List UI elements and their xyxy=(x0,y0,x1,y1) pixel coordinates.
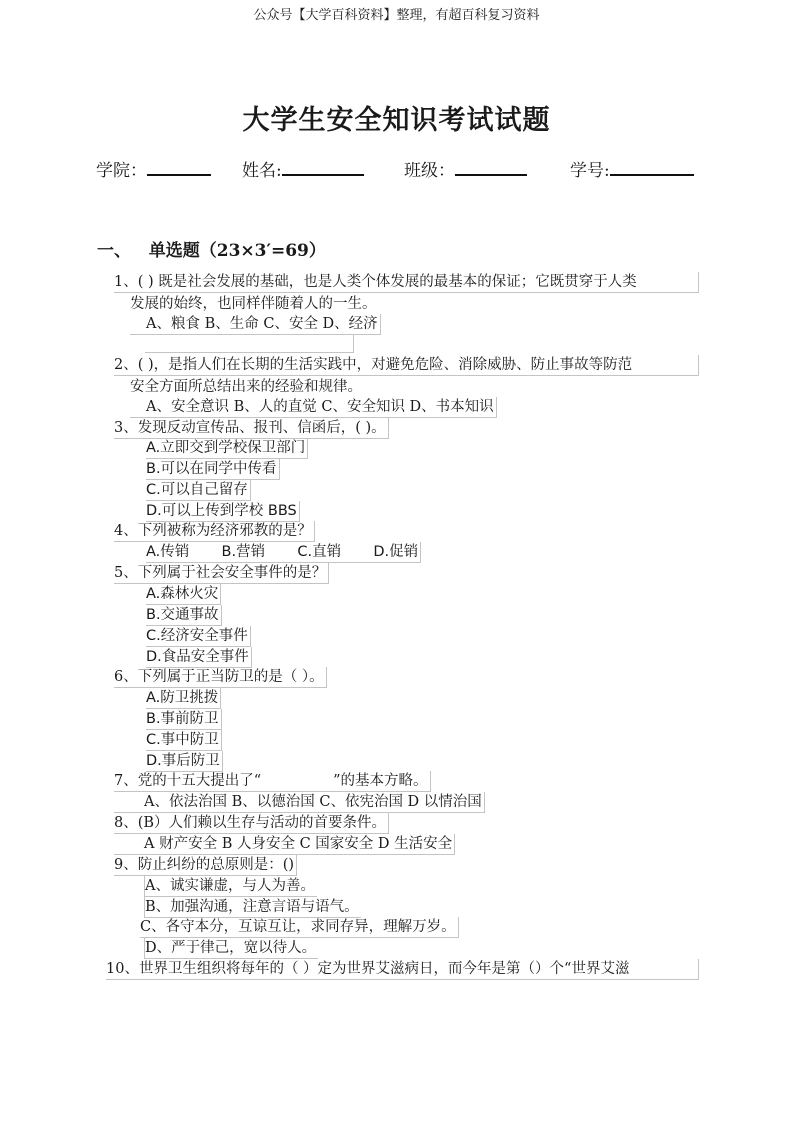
question-3-stem: 3、发现反动宣传品、报刊、信函后，( )。 xyxy=(114,418,389,439)
question-7-stem-post: ”的基本方略。 xyxy=(333,773,428,789)
question-1-stem-line1: 1、( ) 既是社会发展的基础，也是人类个体发展的最基本的保证；它既贯穿于人类 xyxy=(114,272,699,293)
question-3-option-b: B.可以在同学中传看 xyxy=(146,459,280,480)
college-blank xyxy=(147,159,211,176)
question-3-option-a: A.立即交到学校保卫部门 xyxy=(146,438,308,459)
question-9-option-d: D、严于律己，宽以待人。 xyxy=(144,938,318,959)
question-5-stem: 5、下列属于社会安全事件的是？ xyxy=(114,563,329,584)
question-1-stem-line2: 发展的始终，也同样伴随着人的一生。 xyxy=(130,296,377,312)
question-4-stem: 4、下列被称为经济邪教的是？ xyxy=(114,521,315,542)
name-field xyxy=(242,156,364,181)
question-6-option-b: B.事前防卫 xyxy=(146,709,222,730)
class-field xyxy=(404,156,527,181)
question-7-stem-pre: 7、党的十五大提出了“ xyxy=(114,773,262,789)
name-label: 姓名: xyxy=(242,161,282,181)
question-10-stem: 10、世界卫生组织将每年的（ ）定为世界艾滋病日，而今年是第（）个“世界艾滋 xyxy=(106,959,699,980)
question-5-option-a: A.森林火灾 xyxy=(146,584,221,605)
question-3-option-d: D.可以上传到学校 BBS xyxy=(146,501,300,522)
question-4-options xyxy=(146,542,421,563)
question-5-option-d: D.食品安全事件 xyxy=(146,647,252,668)
question-9-option-b: B、加强沟通，注意言语与语气。 xyxy=(144,897,361,918)
question-6-stem: 6、下列属于正当防卫的是（ ）。 xyxy=(114,667,327,688)
question-9-stem: 9、防止纠纷的总原则是：() xyxy=(114,855,297,876)
question-7-stem xyxy=(114,771,431,792)
question-6-option-c: C.事中防卫 xyxy=(146,730,222,751)
section-title: 单选题（23×3′=69） xyxy=(148,241,326,261)
question-4-option-c: C.直销 xyxy=(297,544,342,560)
college-field xyxy=(96,156,211,181)
college-label: 学院： xyxy=(96,161,147,181)
section-number: 一、 xyxy=(97,241,131,261)
question-9-option-c: C、各守本分，互谅互让，求同存异，理解万岁。 xyxy=(140,917,459,938)
question-2-stem-line1: 2、( )，是指人们在长期的生活实践中，对避免危险、消除威胁、防止事故等防范 xyxy=(114,355,699,376)
question-5-option-b: B.交通事故 xyxy=(146,605,222,626)
header-note: 公众号【大学百科资料】整理，有超百科复习资料 xyxy=(253,8,540,23)
question-6-option-a: A.防卫挑拨 xyxy=(146,688,221,709)
question-4-option-d: D.促销 xyxy=(373,544,419,560)
question-1-answer-box xyxy=(145,334,354,353)
student-id-label: 学号: xyxy=(570,161,610,181)
question-7-options: A、依法治国 B、以德治国 C、依宪治国 D 以情治国 xyxy=(114,792,485,813)
question-3-option-c: C.可以自己留存 xyxy=(146,480,251,501)
question-9-option-a: A、诚实谦虚，与人为善。 xyxy=(144,876,317,897)
page-title: 大学生安全知识考试试题 xyxy=(242,105,551,136)
question-5-option-c: C.经济安全事件 xyxy=(146,626,251,647)
question-4-option-a: A.传销 xyxy=(146,544,190,560)
question-2-stem-line2: 安全方面所总结出来的经验和规律。 xyxy=(130,379,362,395)
student-id-field xyxy=(570,156,694,181)
student-id-blank xyxy=(610,159,694,176)
question-8-options: A 财产安全 B 人身安全 C 国家安全 D 生活安全 xyxy=(114,834,455,855)
class-label: 班级： xyxy=(404,161,455,181)
question-1-options: A、粮食 B、生命 C、安全 D、经济 xyxy=(130,314,381,335)
section-heading xyxy=(97,236,326,261)
class-blank xyxy=(455,159,527,176)
question-2-options: A、安全意识 B、人的直觉 C、安全知识 D、书本知识 xyxy=(130,397,497,418)
question-6-option-d: D.事后防卫 xyxy=(146,751,223,772)
question-4-option-b: B.营销 xyxy=(221,544,266,560)
question-8-stem: 8、(B）人们赖以生存与活动的首要条件。 xyxy=(114,813,389,834)
name-blank xyxy=(282,159,364,176)
